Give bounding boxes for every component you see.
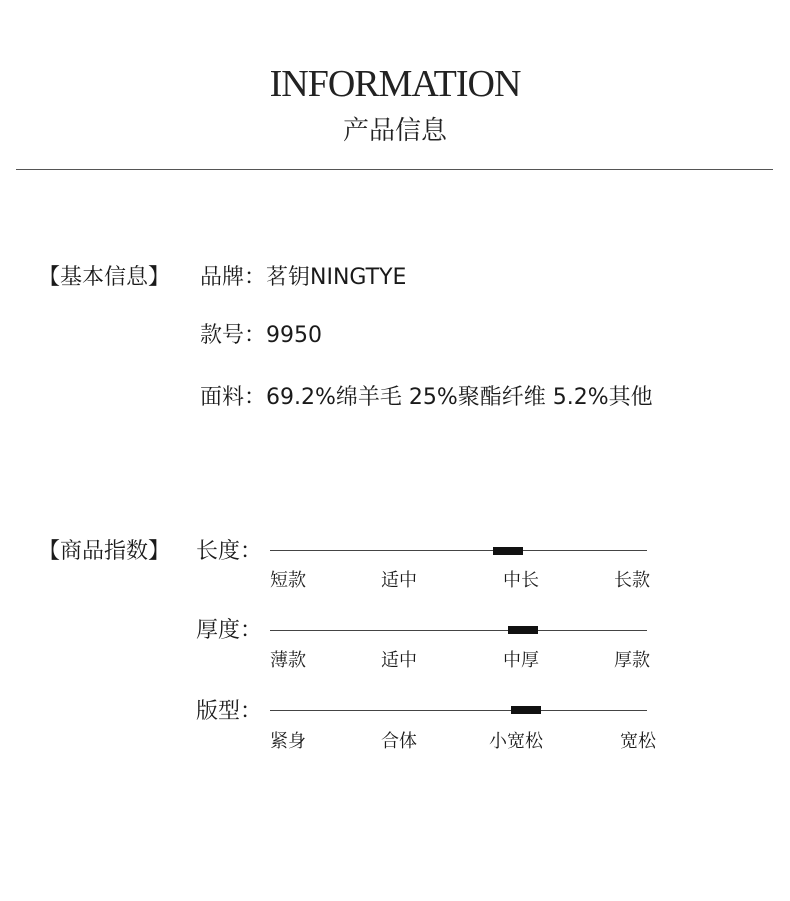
style-number-key: 款号： xyxy=(200,323,267,348)
scale-length-tick-1: 适中 xyxy=(381,570,417,591)
scale-fit-tick-2: 小宽松 xyxy=(489,731,543,752)
scale-length-tick-0: 短款 xyxy=(270,570,306,591)
scale-thickness-tick-2: 中厚 xyxy=(503,650,539,671)
fabric-value: 69.2%绵羊毛 25%聚酯纤维 5.2%其他 xyxy=(266,385,653,410)
scale-thickness-marker xyxy=(508,626,538,634)
brand-row xyxy=(200,260,406,291)
scale-thickness-tick-0: 薄款 xyxy=(270,650,306,671)
fabric-row xyxy=(200,380,653,411)
scale-fit-marker xyxy=(511,706,541,714)
product-index-label: 【商品指数】 xyxy=(38,539,171,564)
scale-length-track xyxy=(270,550,647,551)
title-en: INFORMATION xyxy=(269,63,521,105)
header-divider xyxy=(16,169,773,170)
scale-fit-label: 版型： xyxy=(196,699,263,724)
scale-thickness-track xyxy=(270,630,647,631)
scale-fit-tick-1: 合体 xyxy=(381,731,417,752)
style-number-value: 9950 xyxy=(266,323,323,348)
scale-length-label: 长度： xyxy=(196,539,263,564)
fabric-key: 面料： xyxy=(200,385,267,410)
scale-length-tick-3: 长款 xyxy=(614,570,650,591)
title-cn: 产品信息 xyxy=(342,116,447,146)
scale-thickness-tick-1: 适中 xyxy=(381,650,417,671)
scale-thickness-label: 厚度： xyxy=(196,618,263,643)
brand-key: 品牌： xyxy=(200,265,267,290)
scale-fit-track xyxy=(270,710,647,711)
style-number-row xyxy=(200,318,322,349)
scale-fit-tick-0: 紧身 xyxy=(270,731,306,752)
scale-thickness-tick-3: 厚款 xyxy=(614,650,650,671)
scale-length-tick-2: 中长 xyxy=(503,570,539,591)
basic-info-label: 【基本信息】 xyxy=(38,265,171,290)
scale-length-marker xyxy=(493,547,523,555)
brand-value: 茗钥NINGTYE xyxy=(266,265,407,290)
scale-fit-tick-3: 宽松 xyxy=(620,731,656,752)
